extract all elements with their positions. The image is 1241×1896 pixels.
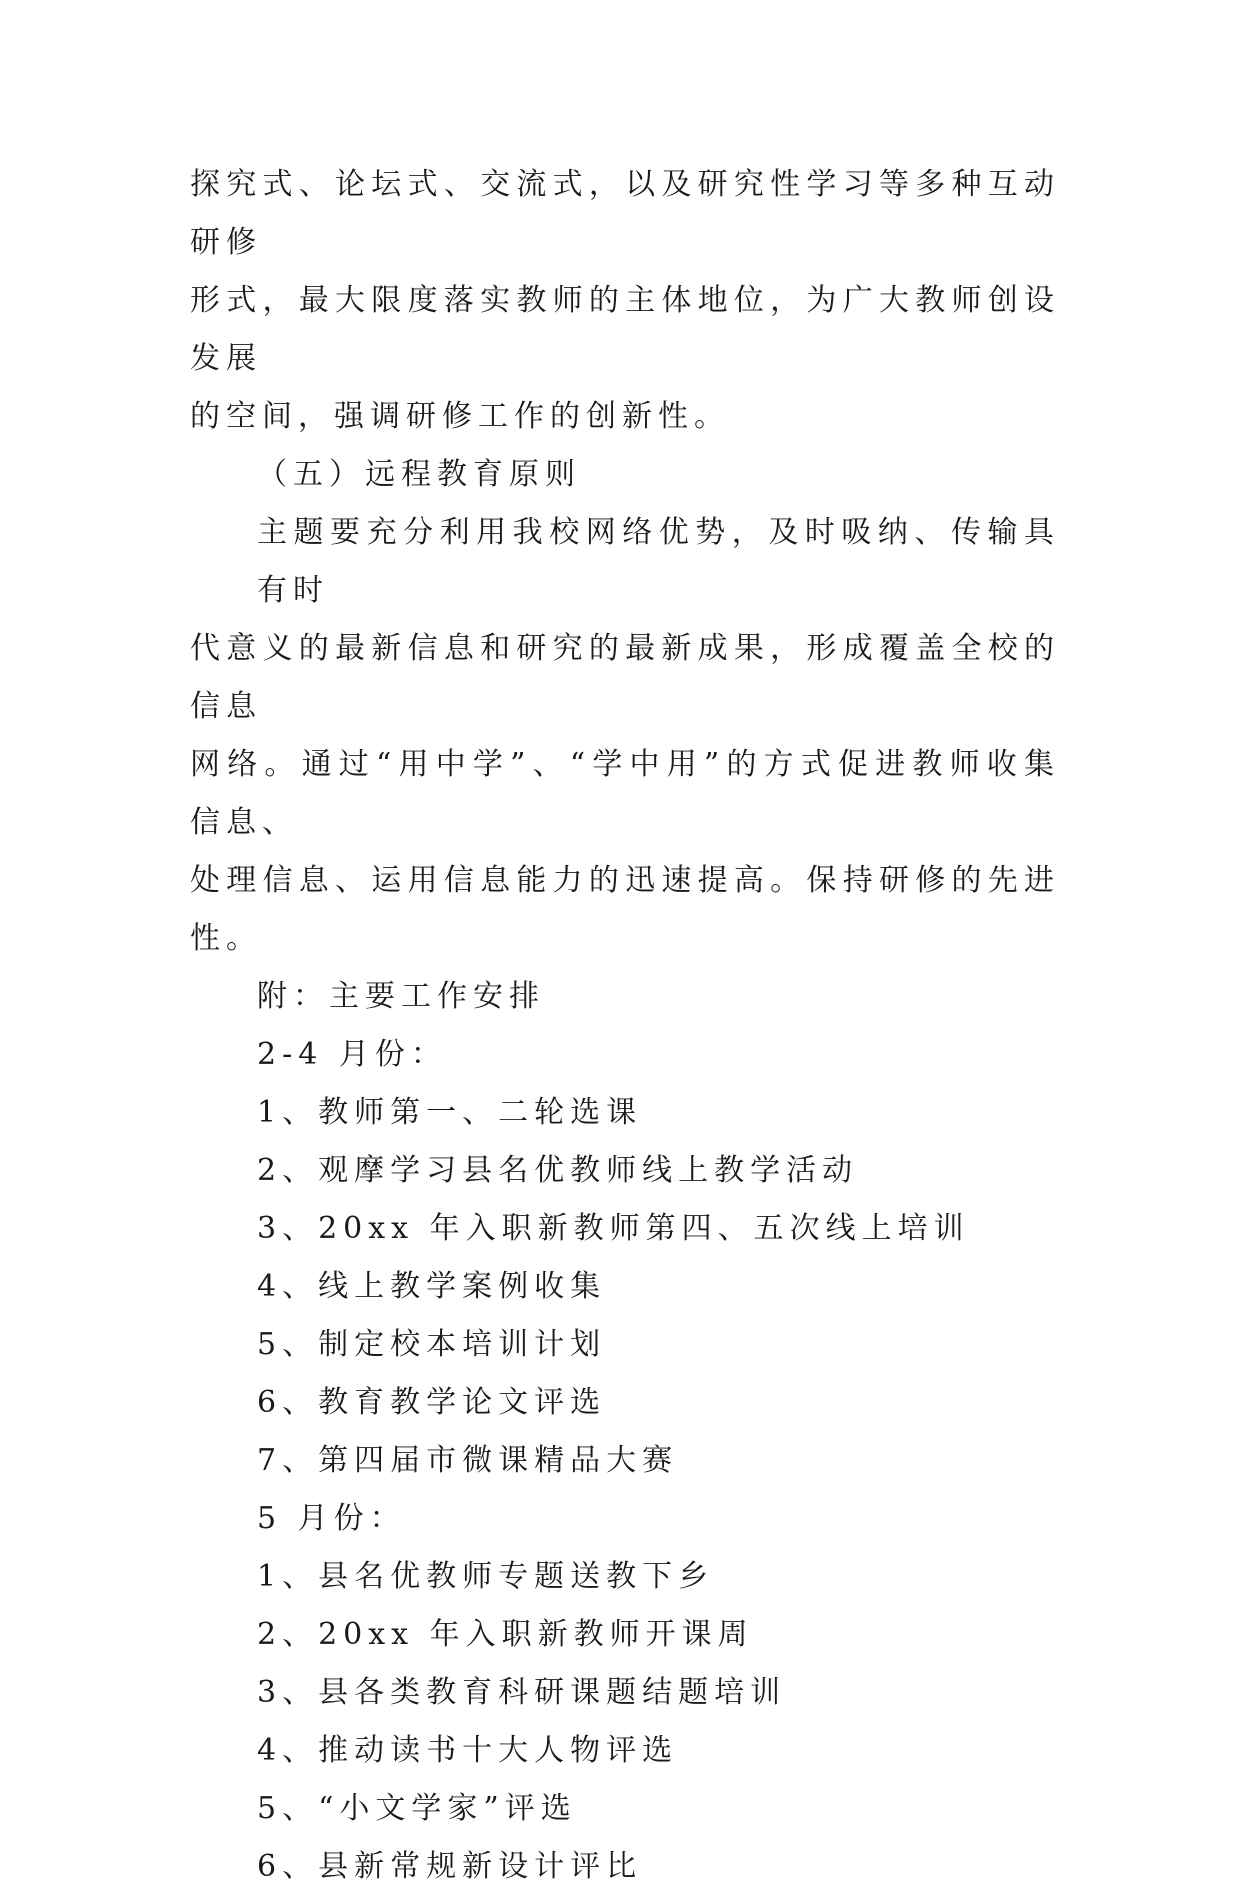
schedule-item: 4、线上教学案例收集 (257, 1269, 607, 1304)
schedule-item: 5、“小文学家”评选 (257, 1791, 577, 1826)
schedule-item: 6、县新常规新设计评比 (257, 1849, 643, 1884)
section-line: 代意义的最新信息和研究的最新成果，形成覆盖全校的信息 (190, 631, 1060, 724)
schedule-item: 5、制定校本培训计划 (257, 1327, 607, 1362)
intro-paragraph (190, 156, 1060, 446)
section-line: 处理信息、运用信息能力的迅速提高。保持研修的先进性。 (190, 863, 1060, 956)
appendix-heading: 附：主要工作安排 (257, 979, 545, 1014)
section-line: 主题要充分利用我校网络优势，及时吸纳、传输具有时 (257, 515, 1060, 608)
document-body (190, 156, 1060, 1896)
schedule-block-2 (190, 1490, 1060, 1896)
intro-line: 的空间，强调研修工作的创新性。 (190, 399, 730, 434)
schedule-item: 4、推动读书十大人物评选 (257, 1733, 679, 1768)
section-line: 网络。通过“用中学”、“学中用”的方式促进教师收集信息、 (190, 747, 1060, 840)
intro-line: 形式，最大限度落实教师的主体地位，为广大教师创设发展 (190, 283, 1060, 376)
schedule-item: 2、20xx 年入职新教师开课周 (257, 1617, 754, 1652)
section-paragraph (190, 504, 1060, 968)
schedule-item: 1、教师第一、二轮选课 (257, 1095, 643, 1130)
schedule-period: 2-4 月份： (257, 1037, 447, 1072)
schedule-item: 2、观摩学习县名优教师线上教学活动 (257, 1153, 859, 1188)
schedule-item: 3、县各类教育科研课题结题培训 (257, 1675, 787, 1710)
schedule-block-1 (190, 1026, 1060, 1490)
schedule-item: 7、第四届市微课精品大赛 (257, 1443, 679, 1478)
section-heading: （五）远程教育原则 (257, 457, 581, 492)
schedule-item: 3、20xx 年入职新教师第四、五次线上培训 (257, 1211, 970, 1246)
schedule-item: 1、县名优教师专题送教下乡 (257, 1559, 715, 1594)
schedule-period: 5 月份： (257, 1501, 406, 1536)
schedule-item: 6、教育教学论文评选 (257, 1385, 607, 1420)
intro-line: 探究式、论坛式、交流式，以及研究性学习等多种互动研修 (190, 167, 1060, 260)
